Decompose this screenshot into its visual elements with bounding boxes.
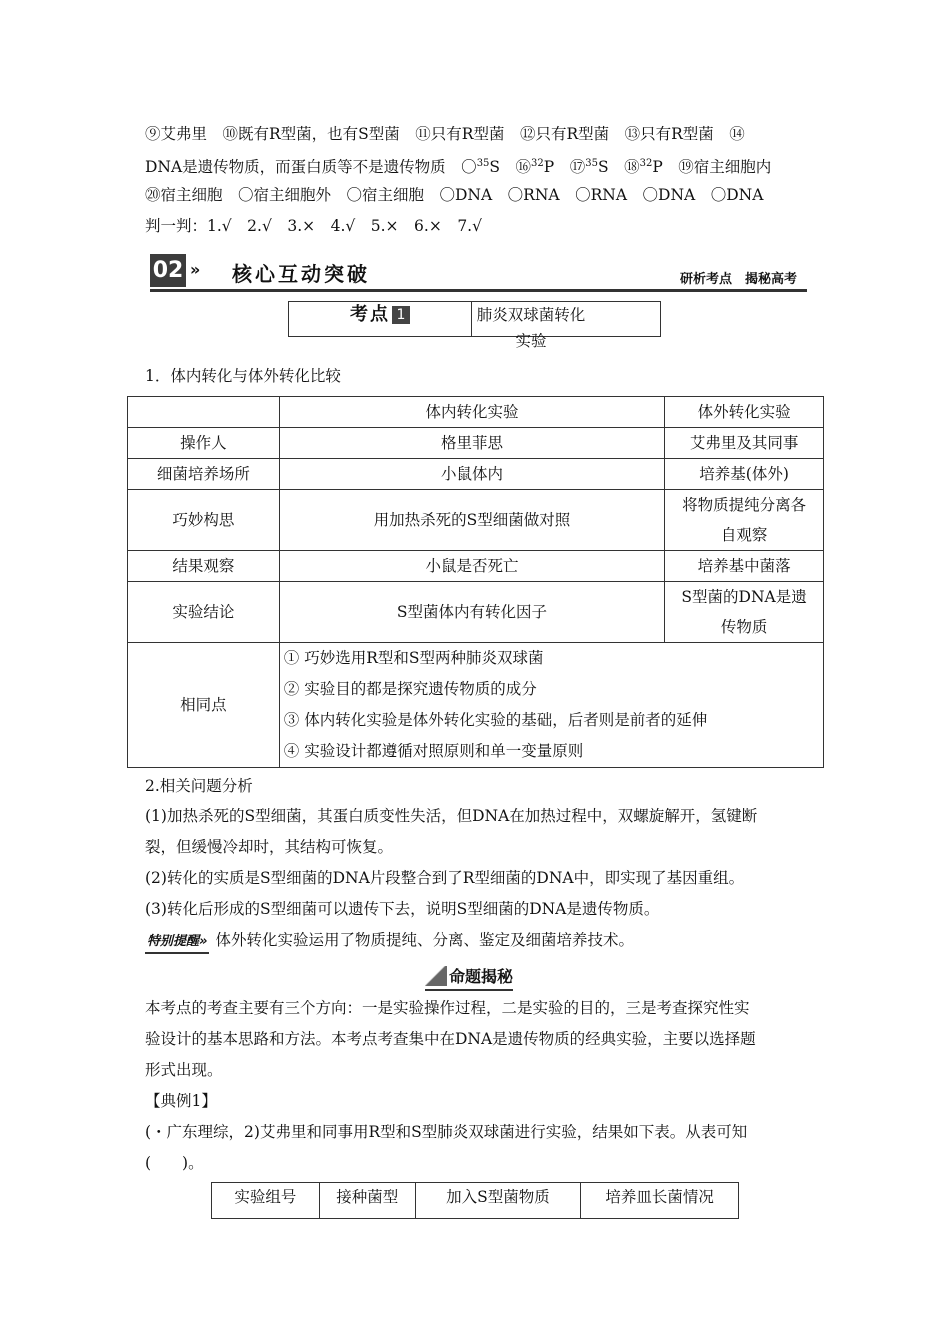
same-point-item: ④ 实验设计都遵循对照原则和单一变量原则: [283, 742, 584, 760]
triangle-icon: [425, 966, 447, 986]
heading-analysis: 2.相关问题分析: [145, 777, 253, 795]
same-points-cell: [279, 643, 823, 768]
mingti-text-line2: 验设计的基本思路和方法。本考点考查集中在DNA是遗传物质的经典实验，主要以选择题: [145, 1030, 756, 1048]
cell-invivo: 小鼠是否死亡: [279, 551, 664, 582]
answer-line-3: ⑳宿主细胞 〇宿主细胞外 〇宿主细胞 〇DNA 〇RNA 〇RNA 〇DNA 〇DNA: [145, 186, 764, 204]
superscript-35: 35: [585, 158, 598, 169]
header-cell-invivo: 体内转化实验: [279, 397, 664, 428]
section-header: [150, 252, 807, 292]
row-label: 相同点: [128, 643, 280, 768]
tip-text: 体外转化实验运用了物质提纯、分离、鉴定及细菌培养技术。: [215, 931, 634, 949]
answer-line-1: ⑨艾弗里 ⑩既有R型菌，也有S型菌 ⑪只有R型菌 ⑫只有R型菌 ⑬只有R型菌 ⑭: [145, 125, 745, 143]
answer-line-2: [145, 154, 771, 177]
analysis-p1-line1: (1)加热杀死的S型细菌，其蛋白质变性失活，但DNA在加热过程中，双螺旋解开，氢键断: [145, 807, 758, 825]
row-label: 结果观察: [128, 551, 280, 582]
row-label: 操作人: [128, 428, 280, 459]
kaodian-topic: 肺炎双球菌转化实验: [476, 306, 586, 350]
section-title: 核心互动突破: [232, 262, 370, 286]
cell-invivo: S型菌体内有转化因子: [279, 582, 664, 643]
table-row: [128, 582, 824, 643]
judge-line: 判一判：1.√ 2.√ 3.× 4.√ 5.× 6.× 7.√: [145, 217, 482, 235]
section-number: 02: [150, 254, 186, 287]
mingti-title: 命题揭秘: [449, 967, 514, 986]
header-cell: 接种菌型: [319, 1183, 415, 1219]
superscript-32: 32: [531, 158, 544, 169]
header-cell: 加入S型菌物质: [415, 1183, 581, 1219]
mingti-text-line3: 形式出现。: [145, 1061, 223, 1079]
row-label: 巧妙构思: [128, 490, 280, 551]
cell-invitro-line-2: 传物质: [720, 618, 768, 636]
compare-table: [127, 396, 824, 768]
tip-badge: 特别提醒»: [145, 932, 209, 954]
header-cell-invitro: 体外转化实验: [665, 397, 824, 428]
table-row: [128, 490, 824, 551]
same-point-item: ③ 体内转化实验是体外转化实验的基础，后者则是前者的延伸: [283, 711, 708, 729]
cell-invivo: 小鼠体内: [279, 459, 664, 490]
mingti-text-line1: 本考点的考查主要有三个方向：一是实验操作过程，二是实验的目的，三是考查探究性实: [145, 999, 750, 1017]
table-row: [128, 428, 824, 459]
kaodian-box: [288, 301, 661, 350]
kaodian-label-cell: [289, 302, 472, 336]
cell-invitro: 培养基中菌落: [665, 551, 824, 582]
example-question-line2: ( )。: [145, 1154, 204, 1172]
row-label: 细菌培养场所: [128, 459, 280, 490]
row-label: 实验结论: [128, 582, 280, 643]
answer-line-2-part-a: DNA是遗传物质，而蛋白质等不是遗传物质 〇: [145, 158, 477, 177]
tip-line: [145, 930, 634, 954]
analysis-p3: (3)转化后形成的S型细菌可以遗传下去，说明S型细菌的DNA是遗传物质。: [145, 900, 660, 918]
table-row: [212, 1183, 739, 1219]
kaodian-label: 考点: [350, 304, 390, 325]
cell-invitro: 艾弗里及其同事: [665, 428, 824, 459]
answer-line-2-part-c: P ⑰: [543, 158, 586, 177]
cell-invitro-line-1: S型菌的DNA是遗: [681, 588, 807, 606]
table-row: [128, 551, 824, 582]
example-title: 【典例1】: [145, 1092, 217, 1110]
cell-invivo: 格里菲思: [279, 428, 664, 459]
section-arrow-icon: »: [190, 260, 201, 279]
cell-invivo: 用加热杀死的S型细菌做对照: [279, 490, 664, 551]
mingti-heading: [425, 964, 513, 987]
experiment-table: [211, 1182, 739, 1219]
table-row: [128, 397, 824, 428]
analysis-p2: (2)转化的实质是S型细菌的DNA片段整合到了R型细菌的DNA中，即实现了基因重组。: [145, 869, 745, 887]
superscript-35: 35: [476, 158, 490, 169]
section-divider: [150, 289, 807, 292]
cell-invitro-line-1: 将物质提纯分离各: [682, 496, 807, 514]
cell-invitro: [665, 490, 824, 551]
cell-invitro: [665, 582, 824, 643]
same-point-item: ① 巧妙选用R型和S型两种肺炎双球菌: [283, 649, 544, 667]
cell-invitro: 培养基(体外): [665, 459, 824, 490]
same-point-item: ② 实验目的都是探究遗传物质的成分: [283, 680, 537, 698]
superscript-32: 32: [639, 158, 653, 169]
kaodian-number: 1: [392, 306, 410, 324]
mingti-underline: [425, 989, 513, 991]
header-cell-empty: [128, 397, 280, 428]
header-cell: 实验组号: [212, 1183, 320, 1219]
cell-invitro-line-2: 自观察: [720, 526, 768, 544]
answer-line-2-part-b: S ⑯: [489, 158, 532, 177]
example-question-line1: (・广东理综，2)艾弗里和同事用R型和S型肺炎双球菌进行实验，结果如下表。从表可知: [145, 1123, 748, 1141]
header-cell: 培养皿长菌情况: [581, 1183, 739, 1219]
table-row: [128, 643, 824, 768]
section-subtitle: 研析考点 揭秘高考: [679, 272, 797, 287]
analysis-p1-line2: 裂，但缓慢冷却时，其结构可恢复。: [145, 838, 394, 856]
answer-line-2-part-e: P ⑲宿主细胞内: [652, 158, 772, 177]
answer-line-2-part-d: S ⑱: [597, 158, 640, 177]
heading-compare: 1．体内转化与体外转化比较: [145, 367, 341, 385]
table-row: [128, 459, 824, 490]
